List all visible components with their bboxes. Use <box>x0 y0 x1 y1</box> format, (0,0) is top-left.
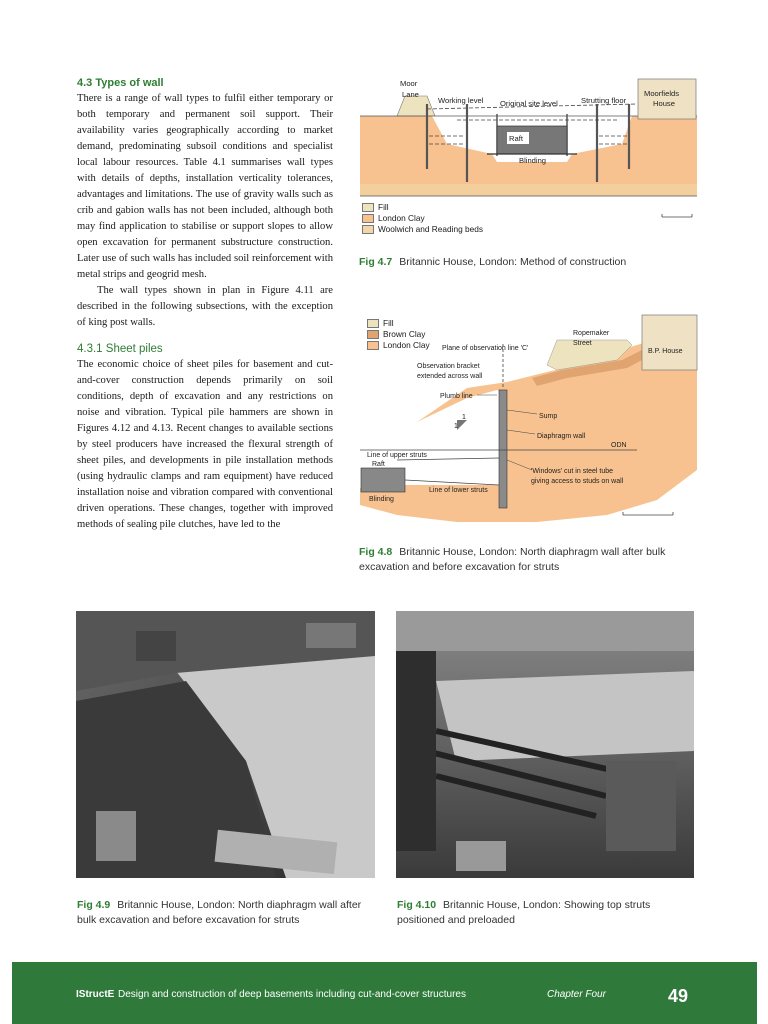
label-windows-2: giving access to studs on wall <box>531 478 624 485</box>
legend-label: Brown Clay <box>383 329 426 339</box>
legend-item-london-clay <box>362 213 483 224</box>
legend-item-fill <box>367 318 430 329</box>
fig-4-7-legend <box>362 202 483 235</box>
label-moorfields: Moorfields <box>644 89 680 98</box>
page-number: 49 <box>668 986 689 1006</box>
section-heading: 4.3 Types of wall <box>77 77 164 89</box>
legend-item-fill <box>362 202 483 213</box>
legend-swatch <box>367 341 379 350</box>
legend-label: London Clay <box>378 213 425 223</box>
legend-label: Fill <box>378 202 389 212</box>
legend-label: London Clay <box>383 340 430 350</box>
fig-4-8-legend <box>367 318 430 351</box>
label-blinding: Blinding <box>519 156 547 165</box>
label-plumb-line: Plumb line <box>440 393 473 400</box>
legend-label: Woolwich and Reading beds <box>378 224 484 234</box>
label-bp-house: B.P. House <box>648 348 683 355</box>
fig-4-10-caption <box>397 898 697 928</box>
left-column <box>77 77 333 533</box>
legend-label: Fill <box>383 318 394 328</box>
page-footer <box>12 962 757 1024</box>
label-slope-one-b: 1 <box>454 423 458 430</box>
fig-4-9-photo <box>76 611 375 878</box>
raft-block <box>361 468 405 492</box>
label-raft: Raft <box>509 134 523 143</box>
legend-item-london-clay <box>367 340 430 351</box>
legend-swatch <box>367 319 379 328</box>
footer-title: Design and construction of deep basements including cut-and-cover structures <box>118 989 466 1000</box>
label-ropemaker-street: Street <box>573 340 592 347</box>
label-odn: ODN <box>611 442 627 449</box>
label-ropemaker: Ropemaker <box>573 330 610 337</box>
legend-swatch <box>362 225 374 234</box>
label-diaphragm-wall: Diaphragm wall <box>537 433 586 440</box>
fig-label: Fig 4.8 <box>359 546 393 558</box>
label-sump: Sump <box>539 413 558 420</box>
caption-text: Britannic House, London: Method of construction <box>399 256 627 268</box>
fig-4-7-caption <box>359 255 704 270</box>
legend-swatch <box>362 214 374 223</box>
fig-4-10-photo <box>396 611 694 878</box>
bp-house <box>642 315 697 370</box>
label-obs-bracket: Observation bracket <box>417 363 480 370</box>
label-obs-bracket-2: extended across wall <box>417 373 483 380</box>
label-strutting-floor: Strutting floor <box>581 96 627 105</box>
caption-text: Britannic House, London: Showing top struts positioned and preloaded <box>397 899 651 926</box>
footer-chapter: Chapter Four <box>547 989 606 1000</box>
fig-4-8-caption <box>359 545 704 575</box>
fig-4-9-caption <box>77 898 377 928</box>
fig-label: Fig 4.10 <box>397 899 437 911</box>
label-working-level: Working level <box>438 96 484 105</box>
label-moor-lane-2: Lane <box>402 90 419 99</box>
caption-text: Britannic House, London: North diaphragm wall after bulk excavation and before excavation for struts <box>359 546 666 573</box>
paragraph-3: The economic choice of sheet piles for basement and cut-and-cover construction depends primarily on soil conditions, depth of excavation and any restrictions on noise and vibration. Typical pile hammers are shown in Figures 4.12 and 4.13. Recent changes to available sections by steel producers have increased the flexural strength of sheet piles, and developments in pile installation methods (using hydraulic clamps and ram equipment) have reduced installation noise and vibration compared with conventional driven operations. These changes, together with improved methods of sealing pile clutches, have led to the <box>77 359 333 530</box>
caption-text: Britannic House, London: North diaphragm wall after bulk excavation and before excavation for struts <box>77 899 362 926</box>
label-slope-one: 1 <box>462 414 466 421</box>
woolwich-beds <box>360 184 697 196</box>
footer-brand: IStructE <box>76 989 115 1000</box>
fill-left <box>397 96 435 116</box>
legend-item-woolwich <box>362 224 483 235</box>
label-upper-struts: Line of upper struts <box>367 452 427 459</box>
label-original-site-level: Original site level <box>500 99 558 108</box>
paragraph-1: There is a range of wall types to fulfil either temporary or both temporary and permanent soil support. Their availability varies geographically according to market demand, predominating subsoil conditions and specialist local labour resources. Table 4.1 summarises wall types with details of depths, installation verticality tolerances, advantages and limitations. The use of gravity walls such as crib and gabion walls has not been included, although both may find application to stabilise or support slopes to allow open excavation for permanent substructure construction. Later use of such walls has included soil reinforcement with metal strips and geogrid mesh. <box>77 93 333 280</box>
label-moorfields-house: House <box>653 99 675 108</box>
legend-item-brown-clay <box>367 329 430 340</box>
label-moor-lane: Moor <box>400 79 418 88</box>
label-lower-struts: Line of lower struts <box>429 487 488 494</box>
legend-swatch <box>362 203 374 212</box>
subsection-heading: 4.3.1 Sheet piles <box>77 343 163 355</box>
diaphragm-wall <box>499 390 507 508</box>
fig-label: Fig 4.9 <box>77 899 111 911</box>
paragraph-2: The wall types shown in plan in Figure 4.11 are described in the following subsections, with the exception of king post walls. <box>77 285 333 328</box>
label-windows: 'Windows' cut in steel tube <box>531 468 614 475</box>
fig-label: Fig 4.7 <box>359 256 393 268</box>
label-raft: Raft <box>372 461 385 468</box>
label-blinding: Blinding <box>369 496 394 503</box>
legend-swatch <box>367 330 379 339</box>
label-plane: Plane of observation line 'C' <box>442 345 529 352</box>
